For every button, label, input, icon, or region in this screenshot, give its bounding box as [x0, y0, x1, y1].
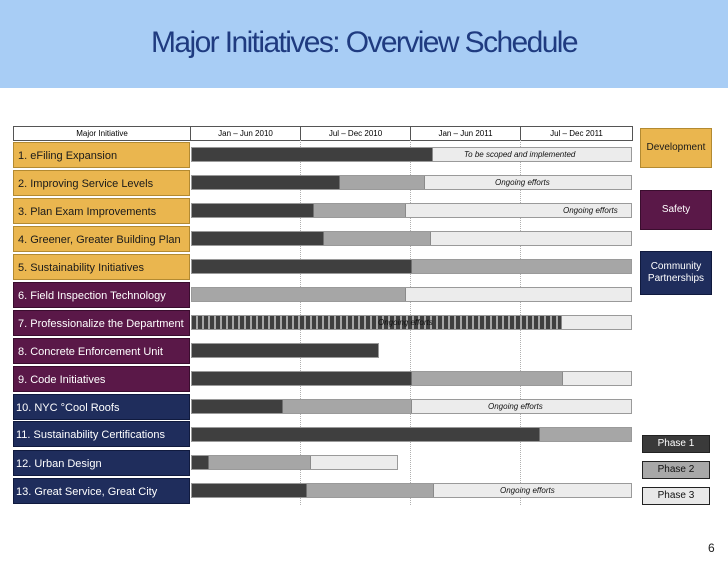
initiative-label: 1. eFiling Expansion	[13, 142, 190, 168]
phase-1-bar	[192, 204, 313, 217]
phase-2-bar	[282, 400, 411, 413]
phase-1-bar	[192, 484, 306, 497]
phase-1-bar	[192, 176, 339, 189]
phase-1-bar	[192, 344, 378, 357]
header-period-2: Jul – Dec 2010	[300, 126, 411, 141]
initiative-label: 12. Urban Design	[13, 450, 190, 476]
legend-label: Development	[646, 142, 706, 153]
header-period-1: Jan – Jun 2010	[190, 126, 301, 141]
phase-1-bar	[192, 428, 539, 441]
phase-3-bar	[562, 372, 631, 385]
slide-title: Major Initiatives: Overview Schedule	[151, 26, 577, 59]
schedule-track	[191, 455, 398, 470]
schedule-header	[13, 126, 633, 141]
initiative-label: 10. NYC °Cool Roofs	[13, 394, 190, 420]
phase-2-bar	[411, 372, 562, 385]
bar-note: Ongoing efforts	[500, 486, 555, 495]
header-period-3: Jan – Jun 2011	[410, 126, 521, 141]
schedule-track	[191, 483, 632, 498]
phase-1-bar	[192, 400, 282, 413]
header-period-4: Jul – Dec 2011	[520, 126, 633, 141]
schedule-track	[191, 343, 379, 358]
phase-1-bar	[192, 260, 411, 273]
bar-note: Ongoing efforts	[378, 318, 433, 327]
legend-phase-3: Phase 3	[642, 487, 710, 505]
phase-2-bar	[539, 428, 631, 441]
initiative-label: 11. Sustainability Certifications	[13, 421, 190, 447]
phase-3-bar	[405, 288, 631, 301]
initiative-label: 6. Field Inspection Technology	[13, 282, 190, 308]
phase-3-bar	[561, 316, 631, 329]
bar-note: Ongoing efforts	[495, 178, 550, 187]
phase-2-bar	[411, 260, 631, 273]
phase-2-bar	[323, 232, 430, 245]
legend-phase-1: Phase 1	[642, 435, 710, 453]
legend-label: Safety	[661, 204, 691, 215]
phase-2-bar	[313, 204, 405, 217]
phase-1-bar	[192, 148, 432, 161]
phase-2-bar	[192, 288, 405, 301]
initiative-label: 2. Improving Service Levels	[13, 170, 190, 196]
schedule-track	[191, 175, 632, 190]
schedule-track	[191, 231, 632, 246]
phase-3-bar	[310, 456, 397, 469]
phase-mixed-bar	[192, 316, 561, 329]
phase-2-bar	[306, 484, 433, 497]
schedule-track	[191, 399, 632, 414]
legend-community-partnerships	[640, 251, 712, 295]
schedule-track	[191, 315, 632, 330]
header-initiative: Major Initiative	[13, 126, 191, 141]
legend-safety	[640, 190, 712, 230]
phase-2-bar	[339, 176, 424, 189]
bar-note: Ongoing efforts	[488, 402, 543, 411]
phase-2-bar	[208, 456, 310, 469]
bar-note: To be scoped and implemented	[464, 150, 576, 159]
schedule-track	[191, 371, 632, 386]
initiative-label: 3. Plan Exam Improvements	[13, 198, 190, 224]
legend-development	[640, 128, 712, 168]
page-number: 6	[708, 541, 715, 555]
legend-phase-2: Phase 2	[642, 461, 710, 479]
legend-label: Community Partnerships	[647, 261, 705, 284]
initiative-label: 7. Professionalize the Department	[13, 310, 190, 336]
initiative-label: 4. Greener, Greater Building Plan	[13, 226, 190, 252]
phase-1-bar	[192, 372, 411, 385]
schedule-track	[191, 427, 632, 442]
schedule-track	[191, 287, 632, 302]
phase-3-bar	[430, 232, 631, 245]
schedule-track	[191, 147, 632, 162]
bar-note: Ongoing efforts	[563, 206, 618, 215]
initiative-label: 5. Sustainability Initiatives	[13, 254, 190, 280]
initiative-label: 9. Code Initiatives	[13, 366, 190, 392]
phase-1-bar	[192, 456, 208, 469]
initiative-label: 13. Great Service, Great City	[13, 478, 190, 504]
phase-1-bar	[192, 232, 323, 245]
schedule-track	[191, 203, 632, 218]
schedule-track	[191, 259, 632, 274]
initiative-label: 8. Concrete Enforcement Unit	[13, 338, 190, 364]
